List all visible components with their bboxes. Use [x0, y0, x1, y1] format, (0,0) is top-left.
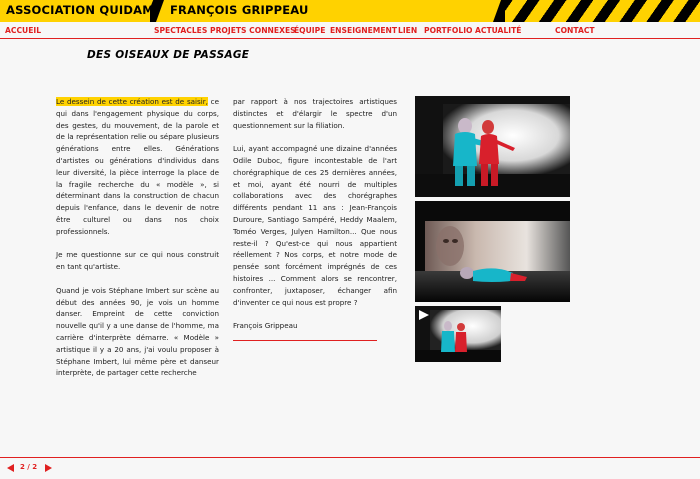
nav-contact[interactable]: CONTACT [555, 26, 595, 35]
play-icon[interactable] [418, 309, 430, 321]
photo-dancers-duo[interactable] [415, 96, 570, 197]
nav-projets-connexes[interactable]: PROJETS CONNEXES [210, 26, 296, 35]
nav-portfolio[interactable]: PORTFOLIO [424, 26, 473, 35]
paragraph-question: Je me questionne sur ce qui nous construit en tant qu'artiste. [56, 250, 219, 272]
header-bar [0, 0, 700, 22]
nav-home[interactable]: ACCUEIL [5, 26, 42, 35]
page-title: DES OISEAUX DE PASSAGE [87, 49, 250, 61]
main-navigation [0, 22, 700, 39]
paragraph-collaborations: Lui, ayant accompagné une dizaine d'années Odile Duboc, figure incontestable de l'art chorégraphique de ces 25 dernières années, et moi, ayant été nourri de multiples collaborations avec des chorégraphes différents pendant 11 ans : Jean-François Duroure, Santiago Sampéré, Heddy Maalem, Toméo Verges, Julyen Hamilton... Que nous reste-il ? Qu'est-ce qui nous appartient réellement ? Nos corps, et notre mode de pensée sont forcément imprégnés de ces histoires ... Comment alors se rencontrer, confronter, juxtaposer, échanger afin d'inventer ce qui nous est propre ? [233, 144, 397, 307]
association-logo-text[interactable]: ASSOCIATION QUIDAM [6, 3, 154, 17]
text-column-left [56, 96, 219, 391]
nav-actualite[interactable]: ACTUALITÉ [475, 26, 522, 35]
nav-lien[interactable]: LIEN [398, 26, 418, 35]
header-hazard-stripes [505, 0, 700, 22]
paragraph-intro [56, 96, 219, 238]
nav-spectacles[interactable]: SPECTACLES [154, 26, 208, 35]
signature: François Grippeau [233, 321, 298, 331]
nav-enseignement[interactable]: ENSEIGNEMENT [330, 26, 398, 35]
footer-pager [0, 457, 700, 479]
text-column-right [233, 96, 397, 341]
highlighted-text: Le dessein de cette création est de saisir, [56, 97, 208, 106]
paragraph-imbert: Quand je vois Stéphane Imbert sur scène au début des années 90, je vois un homme danser. Empreint de cette conviction nouvelle qu'il y a une danse de l'homme, ma carrière d'interprète démarre. « Modèle » artistique il y a 20 ans, j'ai voulu proposer à Stéphane Imbert, lui même père et danseur interprète, de partager cette recherche [56, 285, 219, 378]
photo-projection-floor-image [415, 201, 570, 302]
paragraph-intro-text: ce qui dans l'engagement physique du corps, des gestes, du mouvement, de la parole et de la représentation relie ou sépare plusieurs générations entre elles. Générations d'artistes ou générations d'individus dans leur diversité, la pièce interroge la place de la fragile recherche du « modèle », si déterminant dans la construction de chacun depuis l'enfance, dans le devenir de notre être culturel ou dans nos choix professionnels. [56, 97, 219, 236]
photo-projection-floor[interactable] [415, 201, 570, 302]
photo-dancers-duo-image [415, 96, 570, 197]
previous-page-arrow-icon[interactable] [7, 464, 14, 472]
page-indicator: 2 / 2 [20, 463, 38, 471]
video-thumbnail[interactable] [415, 306, 501, 362]
paragraph-trajectories: par rapport à nos trajectoires artistiques distinctes et d'élargir le spectre d'un questionnement sur la filiation. [233, 97, 397, 130]
signature-divider [233, 340, 377, 341]
nav-equipe[interactable]: ÉQUIPE [294, 26, 326, 35]
author-name: FRANÇOIS GRIPPEAU [170, 3, 309, 17]
next-page-arrow-icon[interactable] [45, 464, 52, 472]
